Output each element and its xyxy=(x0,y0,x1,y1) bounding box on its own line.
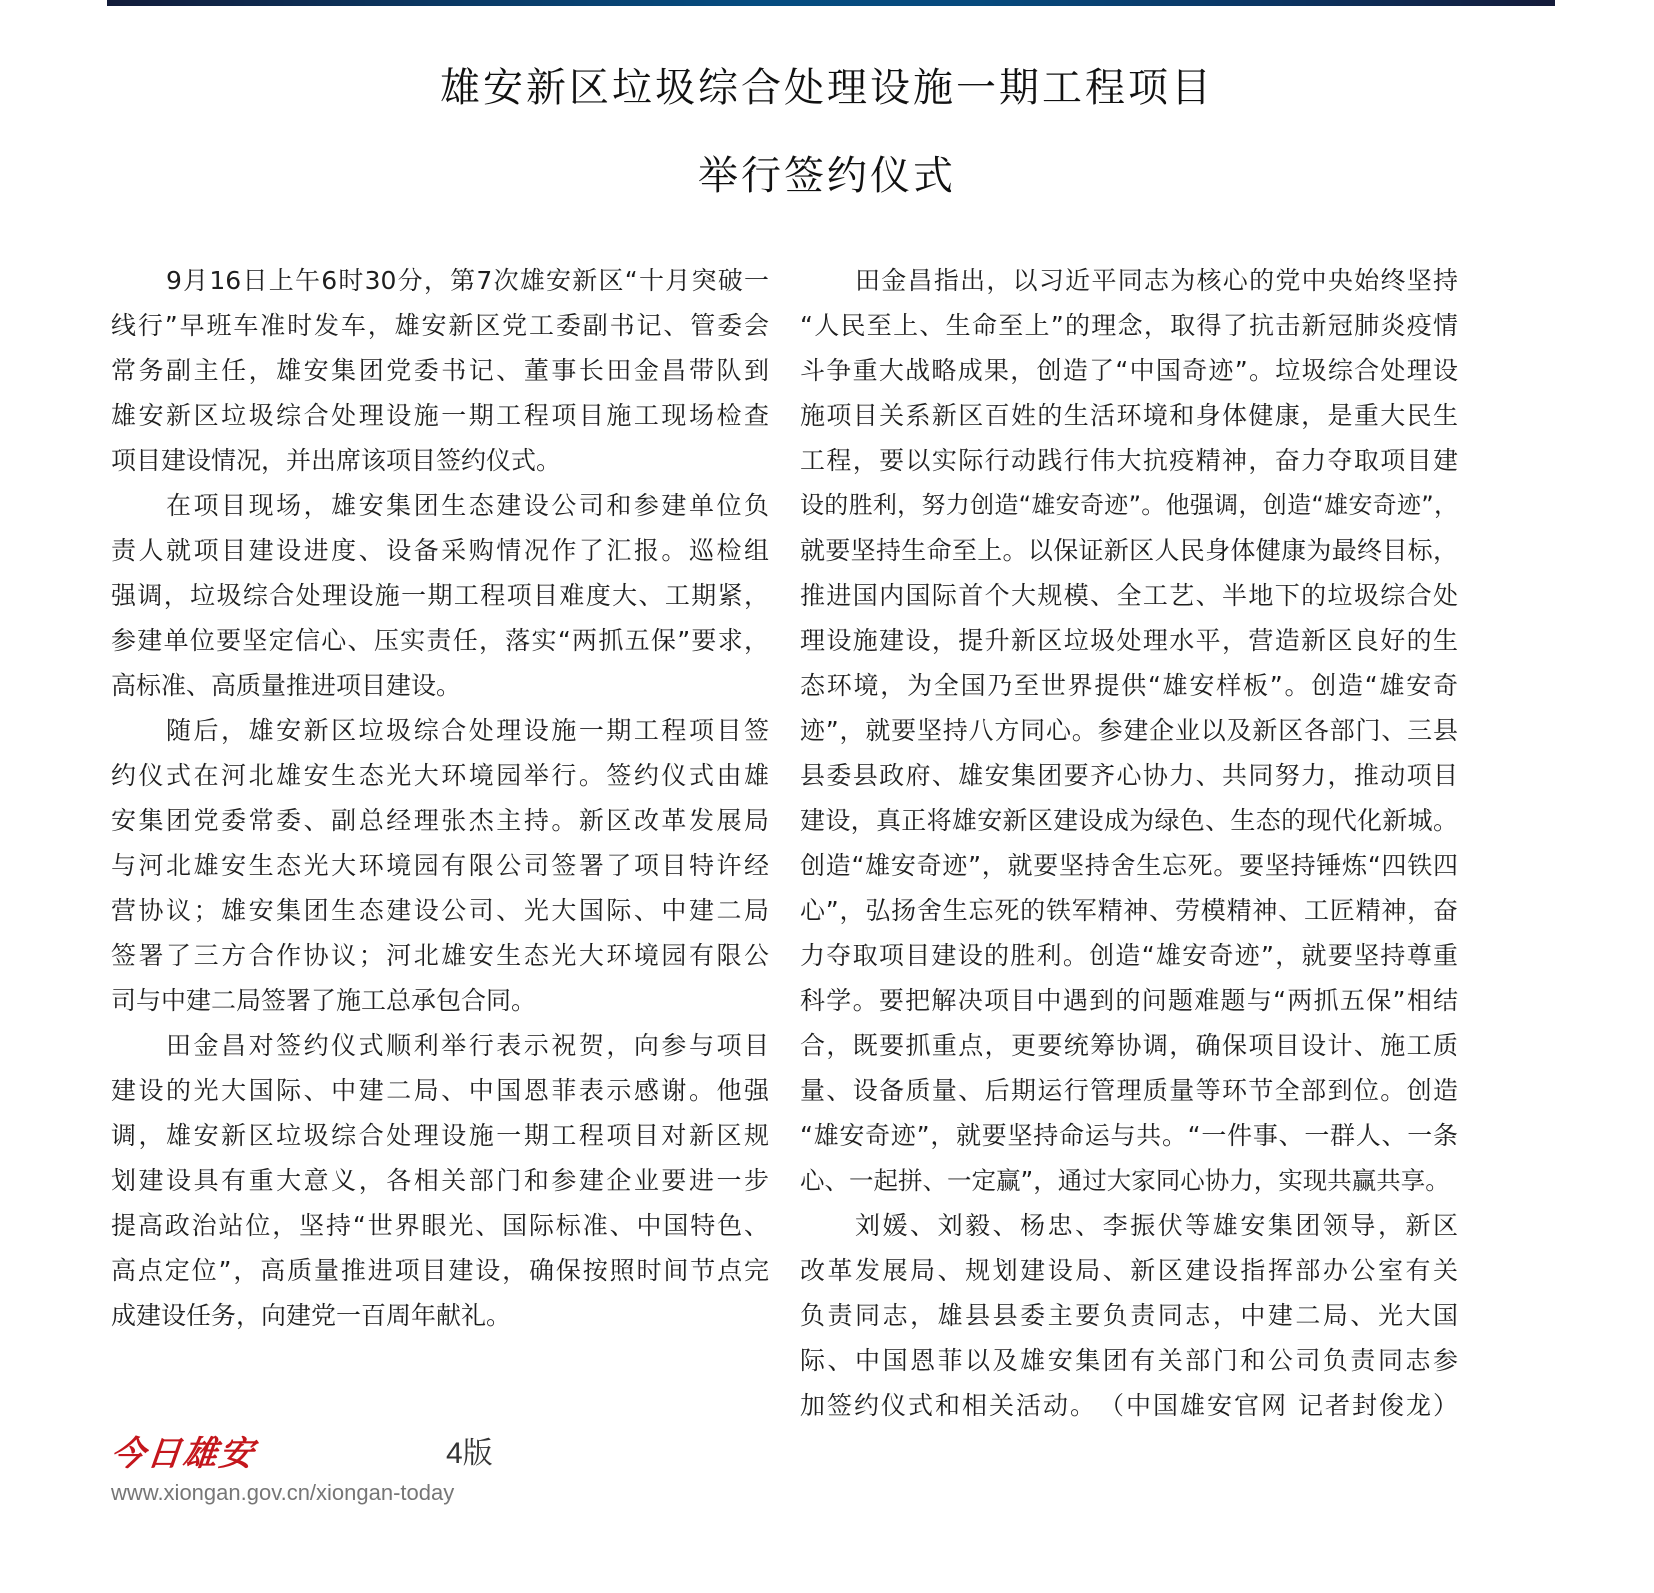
paragraph-line: 负责同志，雄县县委主要负责同志，中建二局、光大国 xyxy=(800,1301,1458,1330)
paragraph-line: 施项目关系新区百姓的生活环境和身体健康，是重大民生 xyxy=(800,401,1458,430)
paragraph-line: 项目建设情况，并出席该项目签约仪式。 xyxy=(111,446,562,475)
paragraph-line: “雄安奇迹”，就要坚持命运与共。“一件事、一群人、一条 xyxy=(800,1121,1458,1150)
website-url[interactable]: www.xiongan.gov.cn/xiongan-today xyxy=(111,1480,455,1505)
paragraph-line: 科学。要把解决项目中遇到的问题难题与“两抓五保”相结 xyxy=(800,986,1458,1015)
paragraph-line: 县委县政府、雄安集团要齐心协力、共同努力，推动项目 xyxy=(800,761,1458,790)
paragraph-line: 迹”，就要坚持八方同心。参建企业以及新区各部门、三县 xyxy=(800,716,1458,745)
paragraph-line: 强调，垃圾综合处理设施一期工程项目难度大、工期紧， xyxy=(111,581,769,610)
paragraph-line: 斗争重大战略成果，创造了“中国奇迹”。垃圾综合处理设 xyxy=(800,356,1458,385)
paragraph-line: 成建设任务，向建党一百周年献礼。 xyxy=(111,1301,512,1330)
paragraph-line: 责人就项目建设进度、设备采购情况作了汇报。巡检组 xyxy=(111,536,769,565)
paragraph-first-line: 刘媛、刘毅、杨忠、李振伏等雄安集团领导，新区 xyxy=(855,1211,1458,1240)
paragraph-line: 合，既要抓重点，更要统筹协调，确保项目设计、施工质 xyxy=(800,1031,1458,1060)
paragraph-line: 态环境，为全国乃至世界提供“雄安样板”。创造“雄安奇 xyxy=(800,671,1458,700)
article-right-column xyxy=(800,258,1458,1428)
article-left-column xyxy=(111,258,769,1338)
paragraph-line: 加签约仪式和相关活动。 （中国雄安官网 记者封俊龙） xyxy=(800,1391,1458,1420)
paragraph-line: 推进国内国际首个大规模、全工艺、半地下的垃圾综合处 xyxy=(800,581,1458,610)
paragraph-line: 高标准、高质量推进项目建设。 xyxy=(111,671,462,700)
paragraph-line: 高点定位”，高质量推进项目建设，确保按照时间节点完 xyxy=(111,1256,769,1285)
paragraph-first-line: 9月16日上午6时30分，第7次雄安新区“十月突破一 xyxy=(166,266,769,295)
article-title-line-1: 雄安新区垃圾综合处理设施一期工程项目 xyxy=(440,65,1214,111)
paragraph-line: 心、一起拼、一定赢”，通过大家同心协力，实现共赢共享。 xyxy=(800,1166,1450,1195)
paragraph-line: 划建设具有重大意义，各相关部门和参建企业要进一步 xyxy=(111,1166,769,1195)
edition-label: 4版 xyxy=(446,1437,493,1470)
paragraph-line: 力夺取项目建设的胜利。创造“雄安奇迹”，就要坚持尊重 xyxy=(800,941,1458,970)
paragraph-first-line: 田金昌指出，以习近平同志为核心的党中央始终坚持 xyxy=(855,266,1458,295)
paragraph-line: 与河北雄安生态光大环境园有限公司签署了项目特许经 xyxy=(111,851,769,880)
newspaper-logo: 今日雄安 xyxy=(108,1434,258,1474)
paragraph-line: 线行”早班车准时发车，雄安新区党工委副书记、管委会 xyxy=(111,311,769,340)
paragraph-line: 常务副主任，雄安集团党委书记、董事长田金昌带队到 xyxy=(111,356,769,385)
paragraph-line: 创造“雄安奇迹”，就要坚持舍生忘死。要坚持锤炼“四铁四 xyxy=(800,851,1458,880)
paragraph-line: 司与中建二局签署了施工总承包合同。 xyxy=(111,986,537,1015)
article-title-line-2: 举行签约仪式 xyxy=(698,153,956,199)
paragraph-first-line: 随后，雄安新区垃圾综合处理设施一期工程项目签 xyxy=(166,716,769,745)
paragraph-line: 调，雄安新区垃圾综合处理设施一期工程项目对新区规 xyxy=(111,1121,769,1150)
paragraph-first-line: 田金昌对签约仪式顺利举行表示祝贺，向参与项目 xyxy=(166,1031,769,1060)
paragraph-line: 雄安新区垃圾综合处理设施一期工程项目施工现场检查 xyxy=(111,401,769,430)
paragraph-line: 营协议；雄安集团生态建设公司、光大国际、中建二局 xyxy=(111,896,769,925)
paragraph-line: 工程，要以实际行动践行伟大抗疫精神，奋力夺取项目建 xyxy=(800,446,1458,475)
paragraph-line: 参建单位要坚定信心、压实责任，落实“两抓五保”要求， xyxy=(111,626,769,655)
paragraph-line: 签署了三方合作协议；河北雄安生态光大环境园有限公 xyxy=(111,941,769,970)
paragraph-line: 理设施建设，提升新区垃圾处理水平，营造新区良好的生 xyxy=(800,626,1458,655)
paragraph-first-line: 在项目现场，雄安集团生态建设公司和参建单位负 xyxy=(166,491,769,520)
paragraph-line: 提高政治站位，坚持“世界眼光、国际标准、中国特色、 xyxy=(111,1211,769,1240)
paragraph-line: 设的胜利，努力创造“雄安奇迹”。他强调，创造“雄安奇迹”， xyxy=(800,491,1458,519)
paragraph-line: 建设的光大国际、中建二局、中国恩菲表示感谢。他强 xyxy=(111,1076,769,1105)
paragraph-line: 际、中国恩菲以及雄安集团有关部门和公司负责同志参 xyxy=(800,1346,1458,1375)
paragraph-line: 安集团党委常委、副总经理张杰主持。新区改革发展局 xyxy=(111,806,769,835)
paragraph-line: 改革发展局、规划建设局、新区建设指挥部办公室有关 xyxy=(800,1256,1458,1285)
top-decorative-bar xyxy=(107,0,1555,6)
paragraph-line: “人民至上、生命至上”的理念，取得了抗击新冠肺炎疫情 xyxy=(800,311,1458,340)
paragraph-line: 约仪式在河北雄安生态光大环境园举行。签约仪式由雄 xyxy=(111,761,769,790)
paragraph-line: 量、设备质量、后期运行管理质量等环节全部到位。创造 xyxy=(800,1076,1458,1105)
paragraph-line: 就要坚持生命至上。以保证新区人民身体健康为最终目标， xyxy=(800,536,1458,565)
paragraph-line: 心”，弘扬舍生忘死的铁军精神、劳模精神、工匠精神，奋 xyxy=(800,896,1458,925)
paragraph-line: 建设，真正将雄安新区建设成为绿色、生态的现代化新城。 xyxy=(800,806,1458,835)
